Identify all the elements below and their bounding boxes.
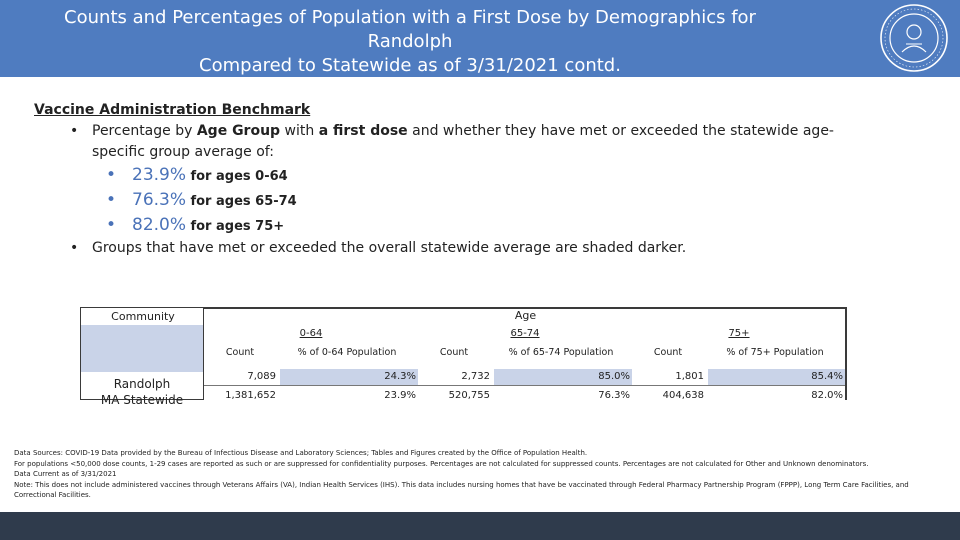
bullet1-line2: specific group average of: [92, 144, 274, 160]
footnote-note: Note: This does not include administered vaccines through Veterans Affairs (VA), Indian Health Services (IHS). This data includes nursing homes that have be vaccinated through Federal Pharmacy Partnership Program (FPPP), Long Term Care Facilities, and [14, 480, 909, 489]
cell-randolph-pct-75-plus: 85.4% [811, 371, 843, 382]
bullet-dot: • [106, 215, 117, 235]
cell-randolph-pct-0-64: 24.3% [384, 371, 416, 382]
target-ages: for ages 0-64 [190, 169, 288, 184]
header-bar [0, 0, 960, 77]
row-name-randolph: Randolph [113, 377, 171, 391]
bullet1-text-a: Percentage by [92, 123, 197, 139]
group-header-65-74: 65-74 [510, 328, 540, 339]
age-table [204, 307, 847, 400]
target-item [34, 163, 914, 188]
age-header: Age [514, 309, 537, 322]
target-pct: 23.9% [132, 165, 187, 185]
cell-ma-count-75-plus: 404,638 [662, 390, 704, 401]
cell-ma-count-65-74: 520,755 [448, 390, 490, 401]
cell-randolph-count-75-plus: 1,801 [675, 371, 704, 382]
group-header-75-plus: 75+ [728, 328, 750, 339]
target-ages: for ages 65-74 [190, 194, 297, 209]
bullet1-text-b: Age Group [196, 123, 281, 139]
cell-randolph-count-65-74: 2,732 [461, 371, 490, 382]
subheader-pct-0-64: % of 0-64 Population [297, 347, 397, 358]
community-header: Community [111, 310, 175, 323]
community-header-shade [81, 325, 203, 372]
footer-bar [0, 512, 960, 540]
page-title-line2: Compared to Statewide as of 3/31/2021 contd. [199, 55, 621, 76]
community-column [80, 307, 204, 407]
target-ages: for ages 75+ [190, 219, 285, 234]
cell-ma-pct-0-64: 23.9% [384, 390, 416, 401]
target-pct: 76.3% [132, 190, 187, 210]
subheader-count-65-74: Count [439, 347, 469, 358]
row-divider [204, 385, 845, 386]
footnote-data-current: Data Current as of 3/31/2021 [14, 470, 117, 478]
bullet2-text: Groups that have met or exceeded the overall statewide average are shaded darker. [92, 240, 687, 256]
target-item [34, 213, 914, 238]
bullet1-text-e: and whether they have met or exceeded the statewide age- [407, 123, 834, 139]
footnote-sources: Data Sources: COVID-19 Data provided by the Bureau of Infectious Disease and Laboratory Sciences; Tables and Figures created by the Office of Population Health. [14, 449, 588, 457]
target-pct: 82.0% [132, 215, 187, 235]
row-name-ma-statewide: MA Statewide [100, 393, 184, 407]
cell-randolph-pct-65-74: 85.0% [598, 371, 630, 382]
page-title-line1: Counts and Percentages of Population with a First Dose by Demographics for Randolph [64, 7, 756, 52]
cell-ma-pct-75-plus: 82.0% [811, 390, 843, 401]
cell-ma-pct-65-74: 76.3% [598, 390, 630, 401]
footnote-note-cont: Correctional Facilities. [14, 491, 91, 499]
cell-ma-count-0-64: 1,381,652 [225, 390, 276, 401]
bullet1-text-d: a first dose [318, 123, 408, 139]
subheader-pct-65-74: % of 65-74 Population [508, 347, 614, 358]
bullet-age-group [34, 121, 914, 163]
cell-randolph-count-0-64: 7,089 [247, 371, 276, 382]
target-item [34, 188, 914, 213]
subheader-count-75-plus: Count [653, 347, 683, 358]
bullet-dot: • [70, 240, 79, 256]
bullet-dot: • [106, 165, 117, 185]
bullet-dot: • [70, 123, 79, 139]
bullet-shading-note [34, 238, 914, 259]
state-seal-icon [878, 2, 950, 74]
benchmark-title: Vaccine Administration Benchmark [34, 102, 311, 118]
footnote-suppression: For populations <50,000 dose counts, 1-29 cases are reported as such or are suppressed for confidentiality purposes. Percentages are not calculated for suppressed counts. Percentages are not calculated for Other and Unknown denominators. [14, 459, 869, 468]
bullet1-text-c: with [280, 123, 319, 139]
subheader-pct-75-plus: % of 75+ Population [726, 347, 824, 358]
bullet-dot: • [106, 190, 117, 210]
subheader-count-0-64: Count [225, 347, 255, 358]
group-header-0-64: 0-64 [299, 328, 323, 339]
page-title [30, 6, 790, 78]
footnotes [14, 448, 944, 501]
benchmark-section [34, 100, 914, 259]
